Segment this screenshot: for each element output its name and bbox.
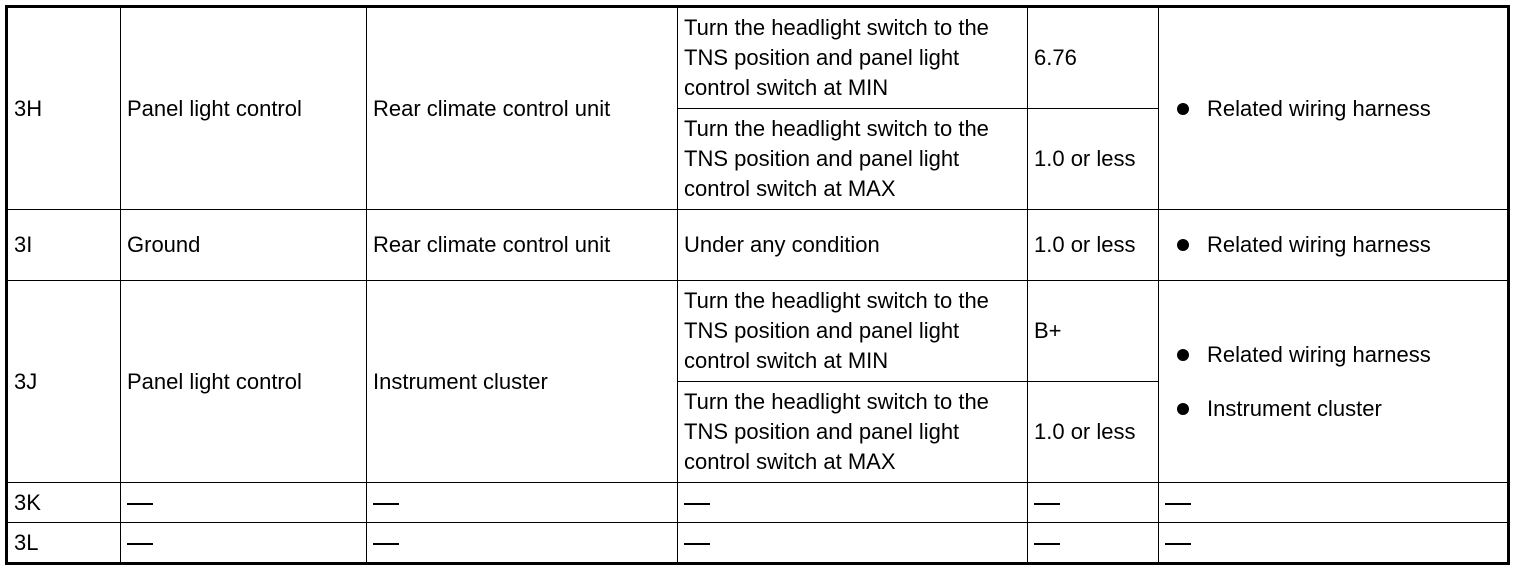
test-condition-cell: Turn the headlight switch to the TNS position and panel light control switch at MIN — [678, 8, 1028, 109]
terminal-cell: 3K — [8, 483, 121, 523]
inspection-item-text: Related wiring harness — [1207, 95, 1431, 121]
test-condition-cell: Turn the headlight switch to the TNS position and panel light control switch at MAX — [678, 382, 1028, 483]
signal-cell — [121, 483, 367, 523]
inspection-list — [1165, 230, 1501, 260]
inspection-cell — [1159, 483, 1508, 523]
test-condition-cell: Under any condition — [678, 210, 1028, 281]
inspection-item-text: Related wiring harness — [1207, 232, 1431, 257]
voltage-cell — [1028, 523, 1159, 563]
inspection-cell — [1159, 523, 1508, 563]
table-row — [8, 210, 1508, 281]
bullet-icon — [1177, 103, 1189, 115]
bullet-icon — [1177, 403, 1189, 415]
signal-cell: Ground — [121, 210, 367, 281]
inspection-item — [1207, 394, 1501, 424]
terminal-spec-table — [7, 7, 1508, 563]
test-condition-cell — [678, 483, 1028, 523]
voltage-cell: B+ — [1028, 281, 1159, 382]
inspection-list — [1165, 94, 1501, 124]
inspection-list — [1165, 340, 1501, 424]
terminal-cell: 3H — [8, 8, 121, 210]
voltage-cell: 1.0 or less — [1028, 382, 1159, 483]
dash-mark — [1165, 503, 1191, 505]
dash-mark — [373, 543, 399, 545]
table-row — [8, 8, 1508, 109]
terminal-cell: 3I — [8, 210, 121, 281]
inspection-item-text: Instrument cluster — [1207, 395, 1382, 421]
signal-cell: Panel light control — [121, 281, 367, 483]
test-condition-cell: Turn the headlight switch to the TNS position and panel light control switch at MIN — [678, 281, 1028, 382]
connected-to-cell — [367, 523, 678, 563]
terminal-cell: 3J — [8, 281, 121, 483]
inspection-item-text: Related wiring harness — [1207, 341, 1431, 367]
inspection-cell — [1159, 8, 1508, 210]
inspection-item — [1207, 94, 1501, 124]
dash-mark — [1165, 543, 1191, 545]
inspection-cell — [1159, 210, 1508, 281]
test-condition-cell: Turn the headlight switch to the TNS position and panel light control switch at MAX — [678, 109, 1028, 210]
bullet-icon — [1177, 349, 1189, 361]
signal-cell: Panel light control — [121, 8, 367, 210]
table-row — [8, 281, 1508, 382]
dash-mark — [684, 503, 710, 505]
dash-mark — [684, 543, 710, 545]
terminal-cell: 3L — [8, 523, 121, 563]
bullet-icon — [1177, 239, 1189, 251]
dash-mark — [1034, 543, 1060, 545]
voltage-cell: 1.0 or less — [1028, 210, 1159, 281]
inspection-item — [1207, 230, 1501, 260]
table-row — [8, 523, 1508, 563]
inspection-item — [1207, 340, 1501, 370]
connected-to-cell: Rear climate control unit — [367, 210, 678, 281]
dash-mark — [127, 503, 153, 505]
connected-to-cell — [367, 483, 678, 523]
inspection-cell — [1159, 281, 1508, 483]
table-row — [8, 483, 1508, 523]
dash-mark — [373, 503, 399, 505]
connected-to-cell: Instrument cluster — [367, 281, 678, 483]
connected-to-cell: Rear climate control unit — [367, 8, 678, 210]
test-condition-cell — [678, 523, 1028, 563]
dash-mark — [1034, 503, 1060, 505]
voltage-cell: 1.0 or less — [1028, 109, 1159, 210]
voltage-cell: 6.76 — [1028, 8, 1159, 109]
dash-mark — [127, 543, 153, 545]
signal-cell — [121, 523, 367, 563]
voltage-cell — [1028, 483, 1159, 523]
